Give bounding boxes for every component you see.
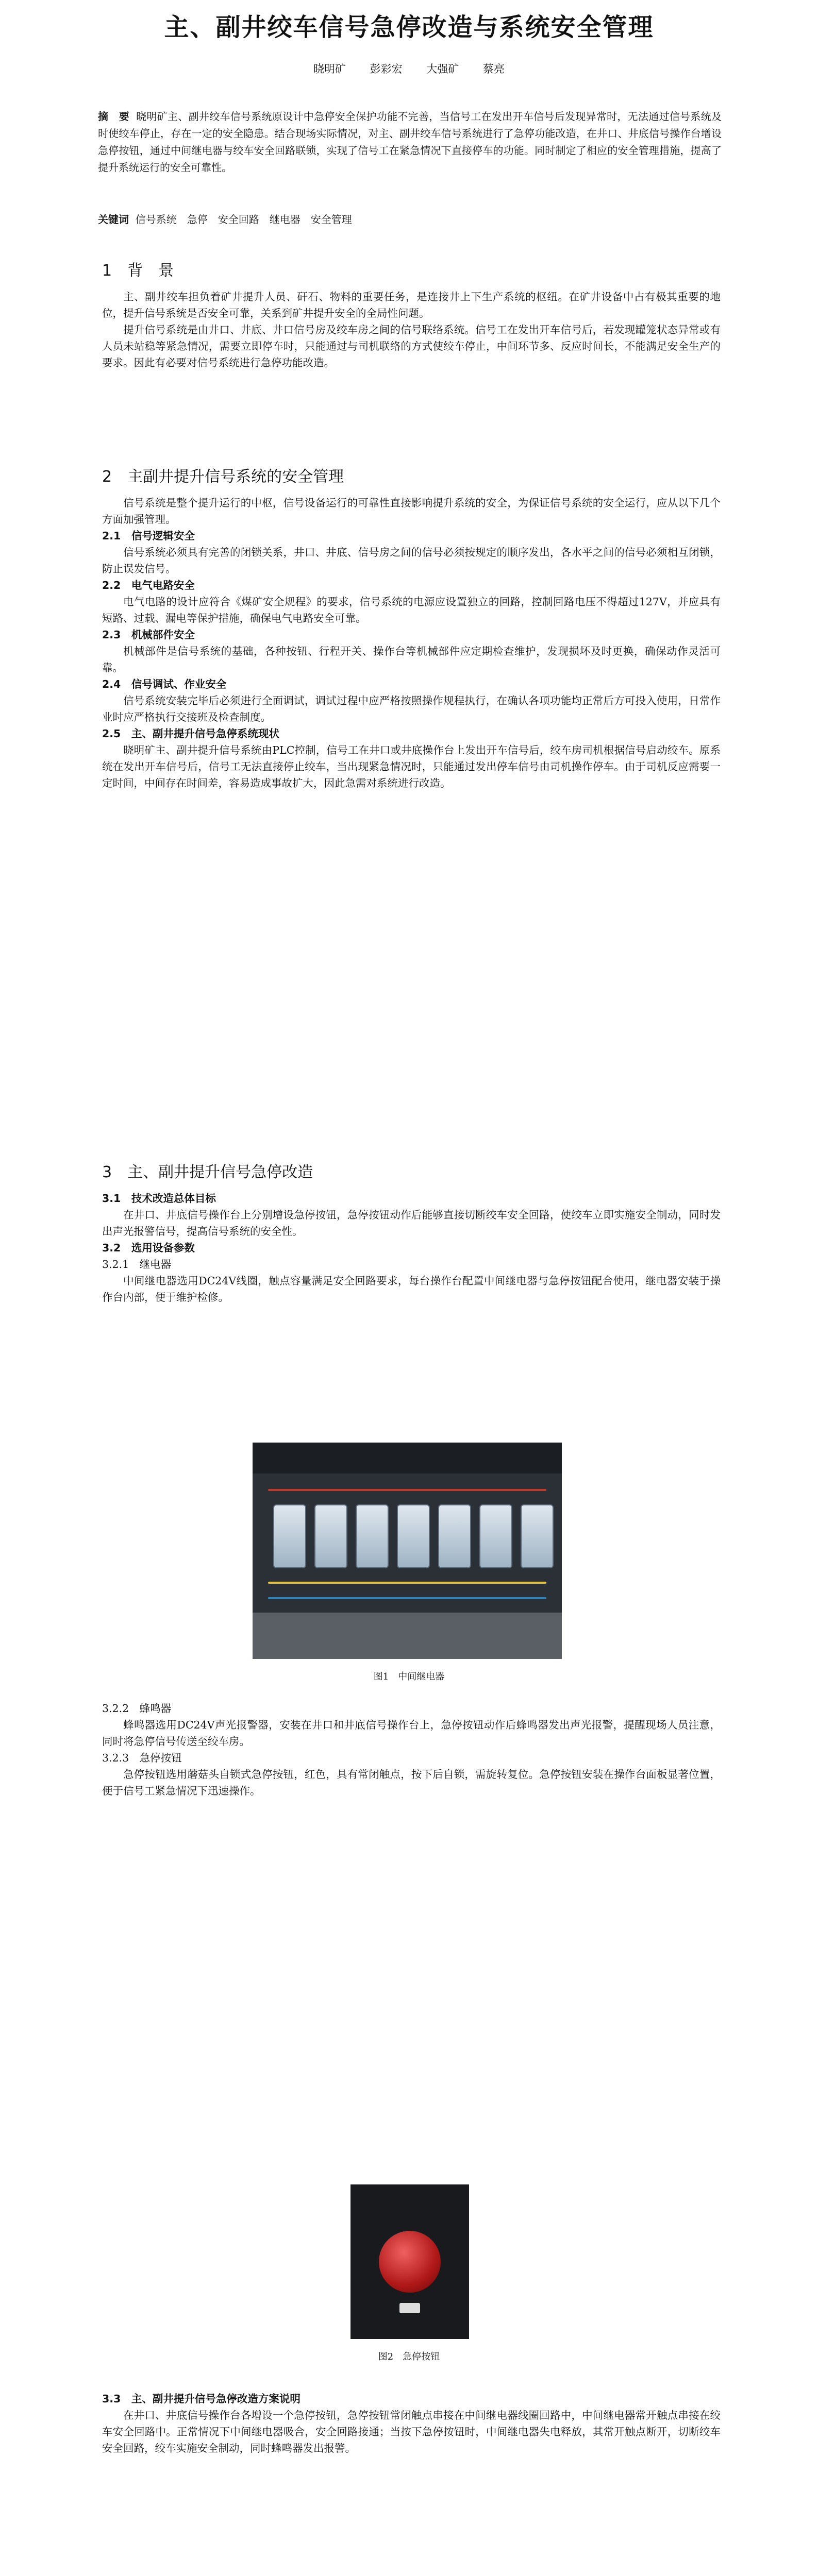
author-1: 晓明矿 — [313, 63, 346, 75]
subsection-heading: 2.4 信号调试、作业安全 — [102, 678, 227, 690]
subsection-heading: 3.2 选用设备参数 — [102, 1242, 195, 1254]
paragraph: 急停按钮选用蘑菇头自锁式急停按钮，红色，具有常闭触点，按下后自锁，需旋转复位。急停按钮安装在操作台面板显著位置，便于信号工紧急情况下迅速操作。 — [102, 1768, 721, 1797]
paragraph: 主、副井绞车担负着矿井提升人员、矸石、物料的重要任务，是连接井上下生产系统的枢纽。在矿井设备中占有极其重要的地位，提升信号系统是否安全可靠，关系到矿井提升安全的全局性问题。 — [102, 291, 721, 319]
subsection-heading: 3.1 技术改造总体目标 — [102, 1192, 216, 1205]
paragraph: 晓明矿主、副井提升信号系统由PLC控制，信号工在井口或井底操作台上发出开车信号后，绞车房司机根据信号启动绞车。原系统在发出开车信号后，信号工无法直接停止绞车，当出现紧急情况时，只能通过发出停车信号由司机操作停车。由于司机反应需要一定时间，中间存在时间差，容易造成事故扩大，因此急需对系统进行改造。 — [102, 744, 721, 789]
subsubsection-heading: 3.2.2 蜂鸣器 — [102, 1702, 172, 1715]
subsection-heading: 2.2 电气电路安全 — [102, 579, 195, 591]
subsection-heading: 3.3 主、副井提升信号急停改造方案说明 — [102, 2393, 301, 2405]
paragraph: 信号系统是整个提升运行的中枢，信号设备运行的可靠性直接影响提升系统的安全，为保证信号系统的安全运行，应从以下几个方面加强管理。 — [102, 497, 721, 526]
author-4: 蔡亮 — [483, 63, 505, 75]
abstract — [98, 108, 722, 176]
abstract-text: 晓明矿主、副井绞车信号系统原设计中急停安全保护功能不完善，当信号工在发出开车信号后发现异常时，无法通过信号系统及时使绞车停止，存在一定的安全隐患。结合现场实际情况，对主、副井绞车信号系统进行了急停功能改造，在井口、井底信号操作台增设急停按钮，通过中间继电器与绞车安全回路联锁，实现了信号工在紧急情况下直接停车的功能。同时制定了相应的安全管理措施，提高了提升系统运行的安全可靠性。 — [98, 110, 722, 174]
subsubsection-heading: 3.2.1 继电器 — [102, 1258, 172, 1270]
section-3-body-a — [102, 1190, 721, 1306]
paragraph: 蜂鸣器选用DC24V声光报警器，安装在井口和井底信号操作台上，急停按钮动作后蜂鸣器发出声光报警，提醒现场人员注意，同时将急停信号传送至绞车房。 — [102, 1719, 721, 1748]
section-3-body-b — [102, 1700, 721, 1799]
keywords-label: 关键词 — [98, 213, 129, 226]
subsubsection-heading: 3.2.3 急停按钮 — [102, 1752, 182, 1764]
keywords-text: 信号系统 急停 安全回路 继电器 安全管理 — [135, 213, 352, 226]
relay-photo — [253, 1443, 562, 1659]
section-3-body-c — [102, 2391, 721, 2456]
abstract-label: 摘 要 — [98, 110, 129, 123]
figure-1-caption: 图1 中间继电器 — [373, 1671, 445, 1682]
paragraph: 信号系统必须具有完善的闭锁关系，井口、井底、信号房之间的信号必须按规定的顺序发出，各水平之间的信号必须相互闭锁，防止误发信号。 — [102, 546, 721, 575]
paper-title: 主、副井绞车信号急停改造与系统安全管理 — [164, 13, 654, 42]
paragraph: 信号系统安装完毕后必须进行全面调试，调试过程中应严格按照操作规程执行，在确认各项功能均正常后方可投入使用，日常作业时应严格执行交接班及检查制度。 — [102, 694, 721, 723]
subsection-heading: 2.3 机械部件安全 — [102, 629, 195, 641]
paragraph: 在井口、井底信号操作台上分别增设急停按钮，急停按钮动作后能够直接切断绞车安全回路，使绞车立即实施安全制动，同时发出声光报警信号，提高信号系统的安全性。 — [102, 1209, 721, 1238]
paragraph: 电气电路的设计应符合《煤矿安全规程》的要求，信号系统的电源应设置独立的回路，控制回路电压不得超过127V，并应具有短路、过载、漏电等保护措施，确保电气电路安全可靠。 — [102, 596, 721, 624]
section-2-body — [102, 495, 721, 791]
author-2: 彭彩宏 — [370, 63, 403, 75]
section-3-heading: 3 主、副井提升信号急停改造 — [102, 1163, 313, 1181]
section-1-heading: 1 背 景 — [102, 262, 174, 280]
paragraph: 在井口、井底信号操作台各增设一个急停按钮，急停按钮常闭触点串接在中间继电器线圈回路中，中间继电器常开触点串接在绞车安全回路中。正常情况下中间继电器吸合，安全回路接通；当按下急停按钮时，中间继电器失电释放，其常开触点断开，切断绞车安全回路，绞车实施安全制动，同时蜂鸣器发出报警。 — [102, 2409, 721, 2454]
paragraph: 机械部件是信号系统的基础，各种按钮、行程开关、操作台等机械部件应定期检查维护，发现损坏及时更换，确保动作灵活可靠。 — [102, 645, 721, 674]
figure-2-caption: 图2 急停按钮 — [378, 2351, 440, 2362]
section-2-heading: 2 主副井提升信号系统的安全管理 — [102, 468, 344, 486]
subsection-heading: 2.1 信号逻辑安全 — [102, 530, 195, 542]
author-3: 大强矿 — [426, 63, 459, 75]
emergency-stop-photo — [350, 2184, 469, 2339]
paragraph: 中间继电器选用DC24V线圈，触点容量满足安全回路要求，每台操作台配置中间继电器与急停按钮配合使用，继电器安装于操作台内部，便于维护检修。 — [102, 1275, 721, 1303]
author-line — [0, 61, 818, 76]
keywords — [98, 211, 722, 226]
paragraph: 提升信号系统是由井口、井底、井口信号房及绞车房之间的信号联络系统。信号工在发出开车信号后，若发现罐笼状态异常或有人员未站稳等紧急情况，需要立即停车时，只能通过与司机联络的方式使绞车停止，中间环节多、反应时间长，不能满足安全生产的要求。因此有必要对信号系统进行急停功能改造。 — [102, 324, 721, 369]
subsection-heading: 2.5 主、副井提升信号急停系统现状 — [102, 727, 279, 740]
section-1-body — [102, 289, 721, 371]
